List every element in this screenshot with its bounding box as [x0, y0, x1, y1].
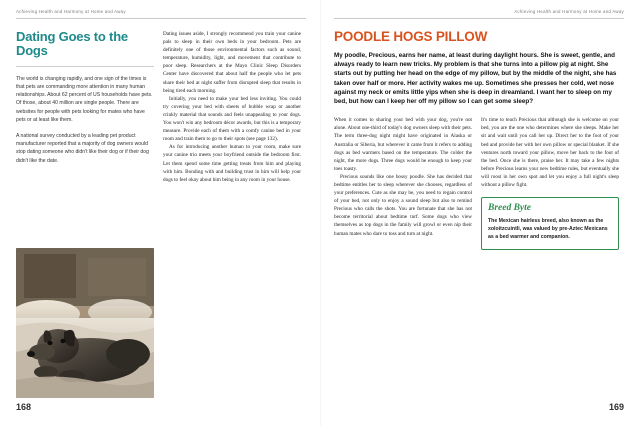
- running-head-right: Achieving Health and Harmony at Home and Away: [514, 9, 624, 14]
- dog-on-bed-photo: [16, 248, 154, 398]
- body-column-left: [163, 30, 301, 398]
- running-head-left: Achieving Health and Harmony at Home and Away: [16, 9, 126, 14]
- boxout-body: The Mexican hairless breed, also known as the xoloitzcuintli, was valued by pre-Aztec Mexicans as a bed warmer and companion.: [488, 218, 608, 241]
- sidebar-paragraph: A national survey conducted by a leading pet product manufacturer reported that a majority of dog owners would stop dating someone who didn't like their dog or if their dog didn't like the date.: [16, 133, 149, 164]
- article-headline: POODLE HOGS PILLOW: [334, 29, 488, 44]
- body-paragraph: Precious sounds like one bossy poodle. She has decided that bedtime entitles her to sleep wherever she chooses, regardless of your preferences. Cute as she may be, you need to regain control of your bed, not only to enjoy a sound sleep but also to remind Precious who calls the shots. You are fortunate that she has not become territorial about bedtime turf. Some dogs who view themselves as top dogs in the family will growl or even nip their human mates who dare to toss and turn at night.: [334, 173, 472, 237]
- photo-illustration: [16, 248, 154, 398]
- sidebar-title: Dating Goes to the Dogs: [16, 29, 128, 58]
- body-column-two: [481, 116, 619, 249]
- boxout-title: Breed Byte: [488, 203, 532, 214]
- header-rule-right: [334, 18, 624, 19]
- sidebar-paragraph: The world is changing rapidly, and one sign of the times is that pets are commanding more attention in many human relationships. About 62 percent of US households have pets. Of those, about 40 million are single people. There are websites for people with pets looking for mates who have pets or at least like them.: [16, 75, 153, 123]
- right-page: [320, 0, 640, 426]
- breed-byte-boxout: [481, 197, 619, 250]
- header-rule-left: [16, 18, 306, 19]
- article-standfirst: My poodle, Precious, earns her name, at least during daylight hours. She is sweet, gentle, and always ready to learn new tricks. My problem is that she turns into a pillow pig at night. She starts out by putting her head on the edge of my pillow, but by the middle of the night, she has taken over half or more. Her activity wakes me up. Sometimes she presses her cold, wet nose against my neck or emits little yips when she is deep in dreamland. I want her to sleep on my bed, but how can I keep her off my pillow so I can get some sleep?: [334, 52, 617, 106]
- page-number-left: 168: [16, 402, 32, 412]
- spread-gutter: [320, 0, 321, 426]
- body-column-one: [334, 116, 472, 249]
- page-number-right: 169: [608, 402, 624, 412]
- body-paragraph: As for introducing another human to your room, make sure your canine trio meets your boyfriend outside the bedroom first. Let them spend some time getting treats from him and playing with him. Bonding with and building trust in him will help your dogs to feel okay about him being in any room in your house.: [163, 144, 301, 183]
- body-paragraph: Initially, you need to make your bed less inviting. You could try covering your bed with sheets of bubble wrap or another crinkly material that sounds and feels unappealing to your dogs. You won't win any bedroom décor awards, but this is a temporary measure. Provide each of them with a comfy canine bed in your room and train them to go to their spots (see page 132).: [163, 95, 301, 143]
- body-paragraph: Dating issues aside, I strongly recommend you train your canine pals to sleep in their own beds in your bedroom. Pets are definitely one of those environmental factors such as sound, temperature, humidity, light, and movement that contribute to poor sleep. Researchers at the Mayo Clinic Sleep Disorders Center have discovered that about half the people who let pets share their bed at night suffer from disrupted sleep that results in being tired each morning.: [163, 31, 301, 94]
- right-page-columns: [334, 116, 624, 249]
- body-paragraph: When it comes to sharing your bed with your dog, you're not alone. About one-third of today's dog owners sleep with their pets. The term three-dog night might have originated in Alaska or Australia or Siberia, but wherever it came from it refers to adding dogs as bed warmers based on the temperature. The colder the night, the more dogs. Three dogs would be enough to keep your toes toasty.: [334, 117, 472, 172]
- body-paragraph: It's time to teach Precious that although she is welcome on your bed, you are the one who determines where she sleeps. Make her sit and wait until you call her up. Direct her to the foot of your bed and provide her with her own pillow or special blanket. If she ventures north toward your pillow, move her back to the foot of the bed. Once she is there, praise her. It may take a few nights before Precious learns your new bedtime rules, but eventually she will roost in her own spot and let you enjoy a full night's sleep without a pillow fight.: [481, 117, 619, 188]
- sidebar-divider: [16, 66, 154, 67]
